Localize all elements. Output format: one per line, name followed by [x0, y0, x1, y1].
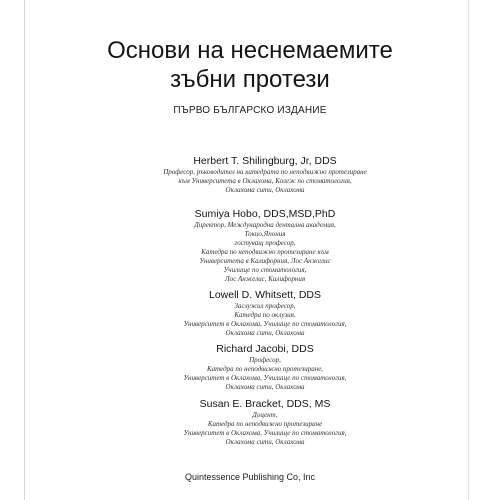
- author-name: Richard Jacobi, DDS: [216, 343, 314, 355]
- affiliation-line: Училище по стоматология,: [223, 266, 307, 274]
- affiliation-line: Професор, ръководител на катедрата по неподвижно протезиране: [163, 168, 367, 176]
- affiliation-line: Университет в Оклахома, Училище по стоматология,: [183, 320, 347, 328]
- edition-label: ПЪРВО БЪЛГАРСКО ИЗДАНИЕ: [173, 105, 327, 116]
- affiliation-line: Катедра по неподвижно протезиране,: [206, 365, 324, 373]
- author-block: [120, 398, 410, 447]
- affiliation-line: Оклахома сити, Оклахома: [225, 186, 305, 194]
- scan-edge-right: [468, 0, 469, 500]
- author-name: Lowell D. Whitsett, DDS: [208, 289, 322, 301]
- affiliation-line: гостуващ професор,: [234, 239, 296, 247]
- affiliation-line: Оклахома сити, Оклахома: [225, 438, 305, 446]
- affiliation-line: Катедра по неподвижно протезиране към: [201, 248, 329, 256]
- affiliation-line: към Университета в Оклахома, Колеж по стоматология,: [178, 177, 352, 185]
- affiliation-line: Оклахома сити, Оклахома: [225, 329, 305, 337]
- scan-edge-left: [24, 0, 25, 500]
- book-title: [60, 36, 440, 94]
- affiliation-line: Университет в Оклахома, Училище по стоматология,: [183, 374, 347, 382]
- affiliation-line: Катедра по оклузия,: [234, 311, 296, 319]
- affiliation-line: Директор, Международна дентална академия,: [194, 221, 336, 229]
- affiliation-line: Университет в Оклахома, Училище по стоматология,: [183, 429, 347, 437]
- author-block: [120, 289, 410, 338]
- book-title-line-2: зъбни протези: [170, 66, 330, 93]
- book-title-line-1: Основи на неснемаемите: [107, 37, 393, 64]
- affiliation-line: Токио,Япония: [244, 230, 286, 238]
- affiliation-line: Доцент,: [252, 411, 278, 419]
- author-name: Herbert T. Shilingburg, Jr, DDS: [193, 155, 337, 167]
- author-block: [120, 208, 410, 284]
- affiliation-line: Университета в Калифорния, Лос Анжелис: [199, 257, 331, 265]
- affiliation-line: Оклахома сити, Оклахома: [225, 383, 305, 391]
- publisher-name: Quintessence Publishing Co, Inc: [184, 472, 316, 482]
- author-name: Sumiya Hobo, DDS,MSD,PhD: [194, 208, 336, 220]
- affiliation-line: Лос Анжелис, Калифорния: [224, 275, 306, 283]
- affiliation-line: Катедра по неподвижно протезиране: [207, 420, 323, 428]
- affiliation-line: Заслужил професор,: [234, 302, 296, 310]
- author-name: Susan E. Bracket, DDS, MS: [199, 398, 331, 410]
- author-block: [120, 343, 410, 392]
- author-block: [120, 155, 410, 195]
- affiliation-line: Професор,: [249, 356, 281, 364]
